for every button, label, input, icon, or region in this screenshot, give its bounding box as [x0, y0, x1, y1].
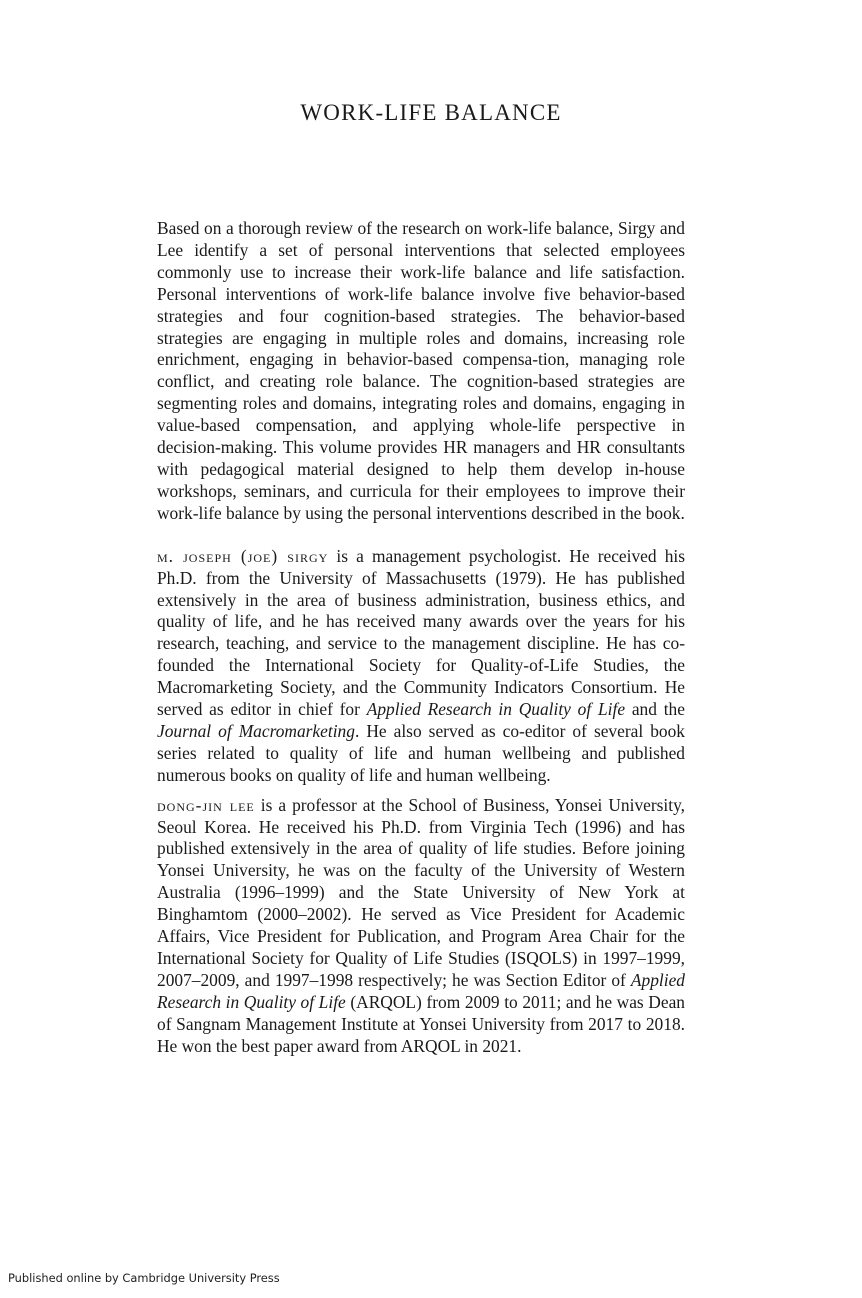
bio-text: (ARQOL) from 2009 to 2011; and he was Dean of Sangnam Management Institute at Yonsei University from 2017 to 2018. He won the best paper award from ARQOL in 2021.: [157, 991, 685, 1056]
book-blurb: Based on a thorough review of the research on work-life balance, Sirgy and Lee identify a set of personal interventions that selected employees commonly use to increase their work-life balance and life satisfaction. Personal interventions of work-life balance involve five behavior-based strategies and four cognition-based strategies. The behavior-based strategies are engaging in multiple roles and domains, increasing role enrichment, engaging in behavior-based compensa-tion, managing role conflict, and creating role balance. The cognition-based strategies are segmenting roles and domains, integrating roles and domains, engaging in value-based compensation, and applying whole-life perspective in decision-making. This volume provides HR managers and HR consultants with pedagogical material designed to help them develop in-house workshops, seminars, and curricula for their employees to improve their work-life balance by using the personal interventions described in the book.: [157, 218, 685, 523]
bio-text: is a professor at the School of Business, Yonsei University, Seoul Korea. He received his Ph.D. from Virginia Tech (1996) and has published extensively in the area of quality of life studies. Before joining Yonsei University, he was on the faculty of the University of Western Australia (1996–1999) and the State University of New York at Binghamtom (2000–2002). He served as Vice President for Academic Affairs, Vice President for Publication, and Program Area Chair for the International Society for Quality of Life Studies (ISQOLS) in 1997–1999, 2007–2009, and 1997–1998 respectively; he was Section Editor of: [157, 794, 685, 990]
bio-text: . He also served as co-editor of several book series related to quality of life and human wellbeing and published numerous books on quality of life and human wellbeing.: [157, 720, 685, 785]
journal-title: Applied Research in Quality of Life: [366, 699, 626, 720]
publisher-footer: Published online by Cambridge University Press: [8, 1271, 280, 1285]
bio-text: is a management psychologist. He received his Ph.D. from the University of Massachusetts (1979). He has published extensively in the area of business administration, business ethics, and quality of life, and he has received many awards over the years for his research, teaching, and service to the management discipline. He has co-founded the International Society for Quality-of-Life Studies, the Macromarketing Society, and the Community Indicators Consortium. He served as editor in chief for: [157, 545, 685, 720]
author-bio-sirgy: [157, 546, 685, 787]
author-name-sirgy: m. joseph (joe) sirgy: [157, 545, 329, 566]
journal-title: Journal of Macromarketing: [157, 720, 355, 741]
page-title: WORK-LIFE BALANCE: [300, 100, 562, 125]
book-description: [157, 218, 685, 1058]
author-name-lee: dong-jin lee: [157, 794, 255, 815]
bio-text: and the: [625, 699, 685, 720]
author-bio-lee: [157, 795, 685, 1058]
journal-title: Applied Research in Quality of Life: [157, 969, 685, 1012]
